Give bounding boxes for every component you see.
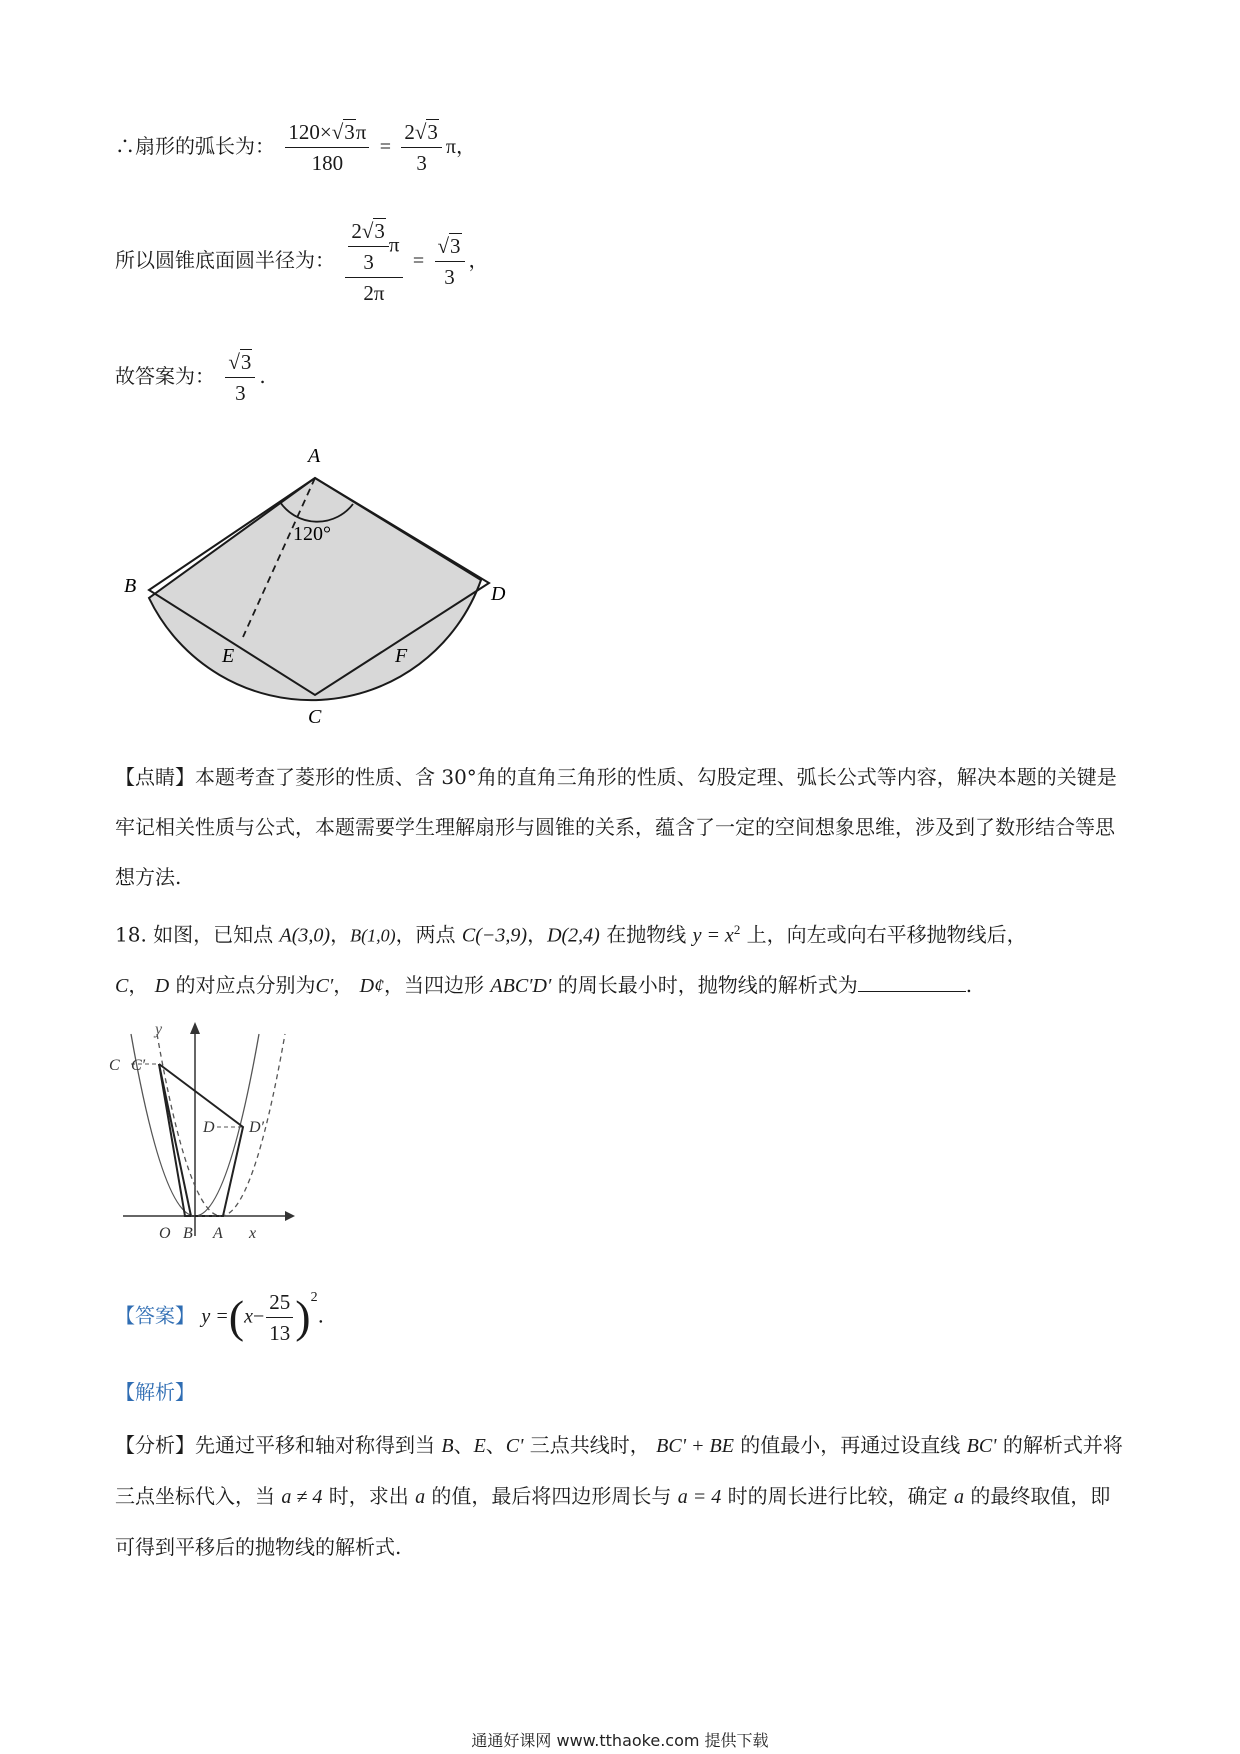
radius-result-fraction: $\frac{√3}{3}$ — [435, 231, 465, 292]
comment-paragraph: 【点睛】本题考查了菱形的性质、含 30°角的直角三角形的性质、勾股定理、弧长公式等内容，解决本题的关键是牢记相关性质与公式，本题需要学生理解扇形与圆锥的关系，蕴含了一定的空间想象思维，涉及到了数形结合等思想方法. — [115, 765, 1117, 889]
y-axis-arrow — [190, 1022, 200, 1034]
fenxi-paragraph: 【分析】先通过平移和轴对称得到当 B、E、C' 三点共线时， BC' + BE 的值最小，再通过设直线 BC' 的解析式并将三点坐标代入，当 a ≠ 4 时，求出 a 的值，最后将四边形周长与 a = 4 时的周长进行比较，确定 a 的最终取值，即可得到平移后的抛物线的解析式. — [115, 1433, 1123, 1559]
radius-prefix: 所以圆锥底面圆半径为： — [115, 248, 335, 272]
radius-line: 所以圆锥底面圆半径为： $\frac{2√3}{3}$ π 2π = $\frac{√3}{3}$ ， — [115, 210, 489, 310]
label-a: A — [308, 445, 321, 467]
answer-blank — [858, 969, 966, 992]
analysis-tag: 【解析】 — [115, 1380, 195, 1404]
label-x: x — [249, 1225, 257, 1242]
answer-block: 【答案】 y =(x− $\frac{25}{13}$ )$^2$. — [115, 1272, 324, 1352]
label-d: D — [491, 583, 506, 605]
label-b: B — [124, 575, 137, 597]
shifted-parabola — [157, 1034, 285, 1216]
answer-line: 故答案为： $\frac{√3}{3}$ . — [115, 338, 266, 414]
label-e: E — [222, 645, 235, 667]
label-cp: C′ — [131, 1057, 146, 1074]
parabola-figure — [109, 1018, 315, 1248]
label-c: C — [308, 706, 322, 728]
quadrilateral — [159, 1064, 243, 1216]
q18-line2: C， D 的对应点分别为C′， D¢，当四边形 ABC′D′ 的周长最小时，抛物线的解析式为 . — [115, 960, 972, 1010]
answer-fraction: $\frac{√3}{3}$ — [225, 347, 255, 408]
label-f: F — [395, 645, 408, 667]
label-d: D — [203, 1119, 215, 1136]
label-dp: D′ — [249, 1119, 265, 1136]
arc-length-line: ∴扇形的弧长为： $\frac{120\times√3\pi}{180}$ = $\frac{2√3}{3}$ π， — [115, 108, 476, 184]
label-o: O — [159, 1225, 171, 1242]
sector-fill — [149, 478, 481, 700]
arc-prefix: ∴扇形的弧长为： — [115, 134, 275, 158]
label-b: B — [183, 1225, 193, 1242]
answer-tag: 【答案】 — [115, 1303, 195, 1328]
radius-fraction: $\frac{2√3}{3}$ π 2π — [345, 216, 402, 308]
label-a: A — [213, 1225, 223, 1242]
arc-result-fraction: $\frac{2√3}{3}$ — [401, 117, 442, 178]
angle-label: 120° — [293, 523, 331, 545]
answer-prefix: 故答案为： — [115, 364, 215, 388]
label-c: C — [109, 1057, 120, 1074]
arc-fraction: $\frac{120\times√3\pi}{180}$ — [285, 117, 369, 178]
rhombus-sector-figure — [115, 440, 535, 730]
page-footer: 通通好课网 www.tthaoke.com 提供下载 — [471, 1731, 769, 1750]
label-y: y — [155, 1021, 163, 1038]
q18-line1: 18. 如图，已知点 A(3,0)，B(1,0)，两点 C(−3,9)，D(2,4) 在抛物线 $y = x^2$ 上，向左或向右平移抛物线后， — [115, 922, 1027, 947]
x-axis-arrow — [285, 1211, 295, 1221]
